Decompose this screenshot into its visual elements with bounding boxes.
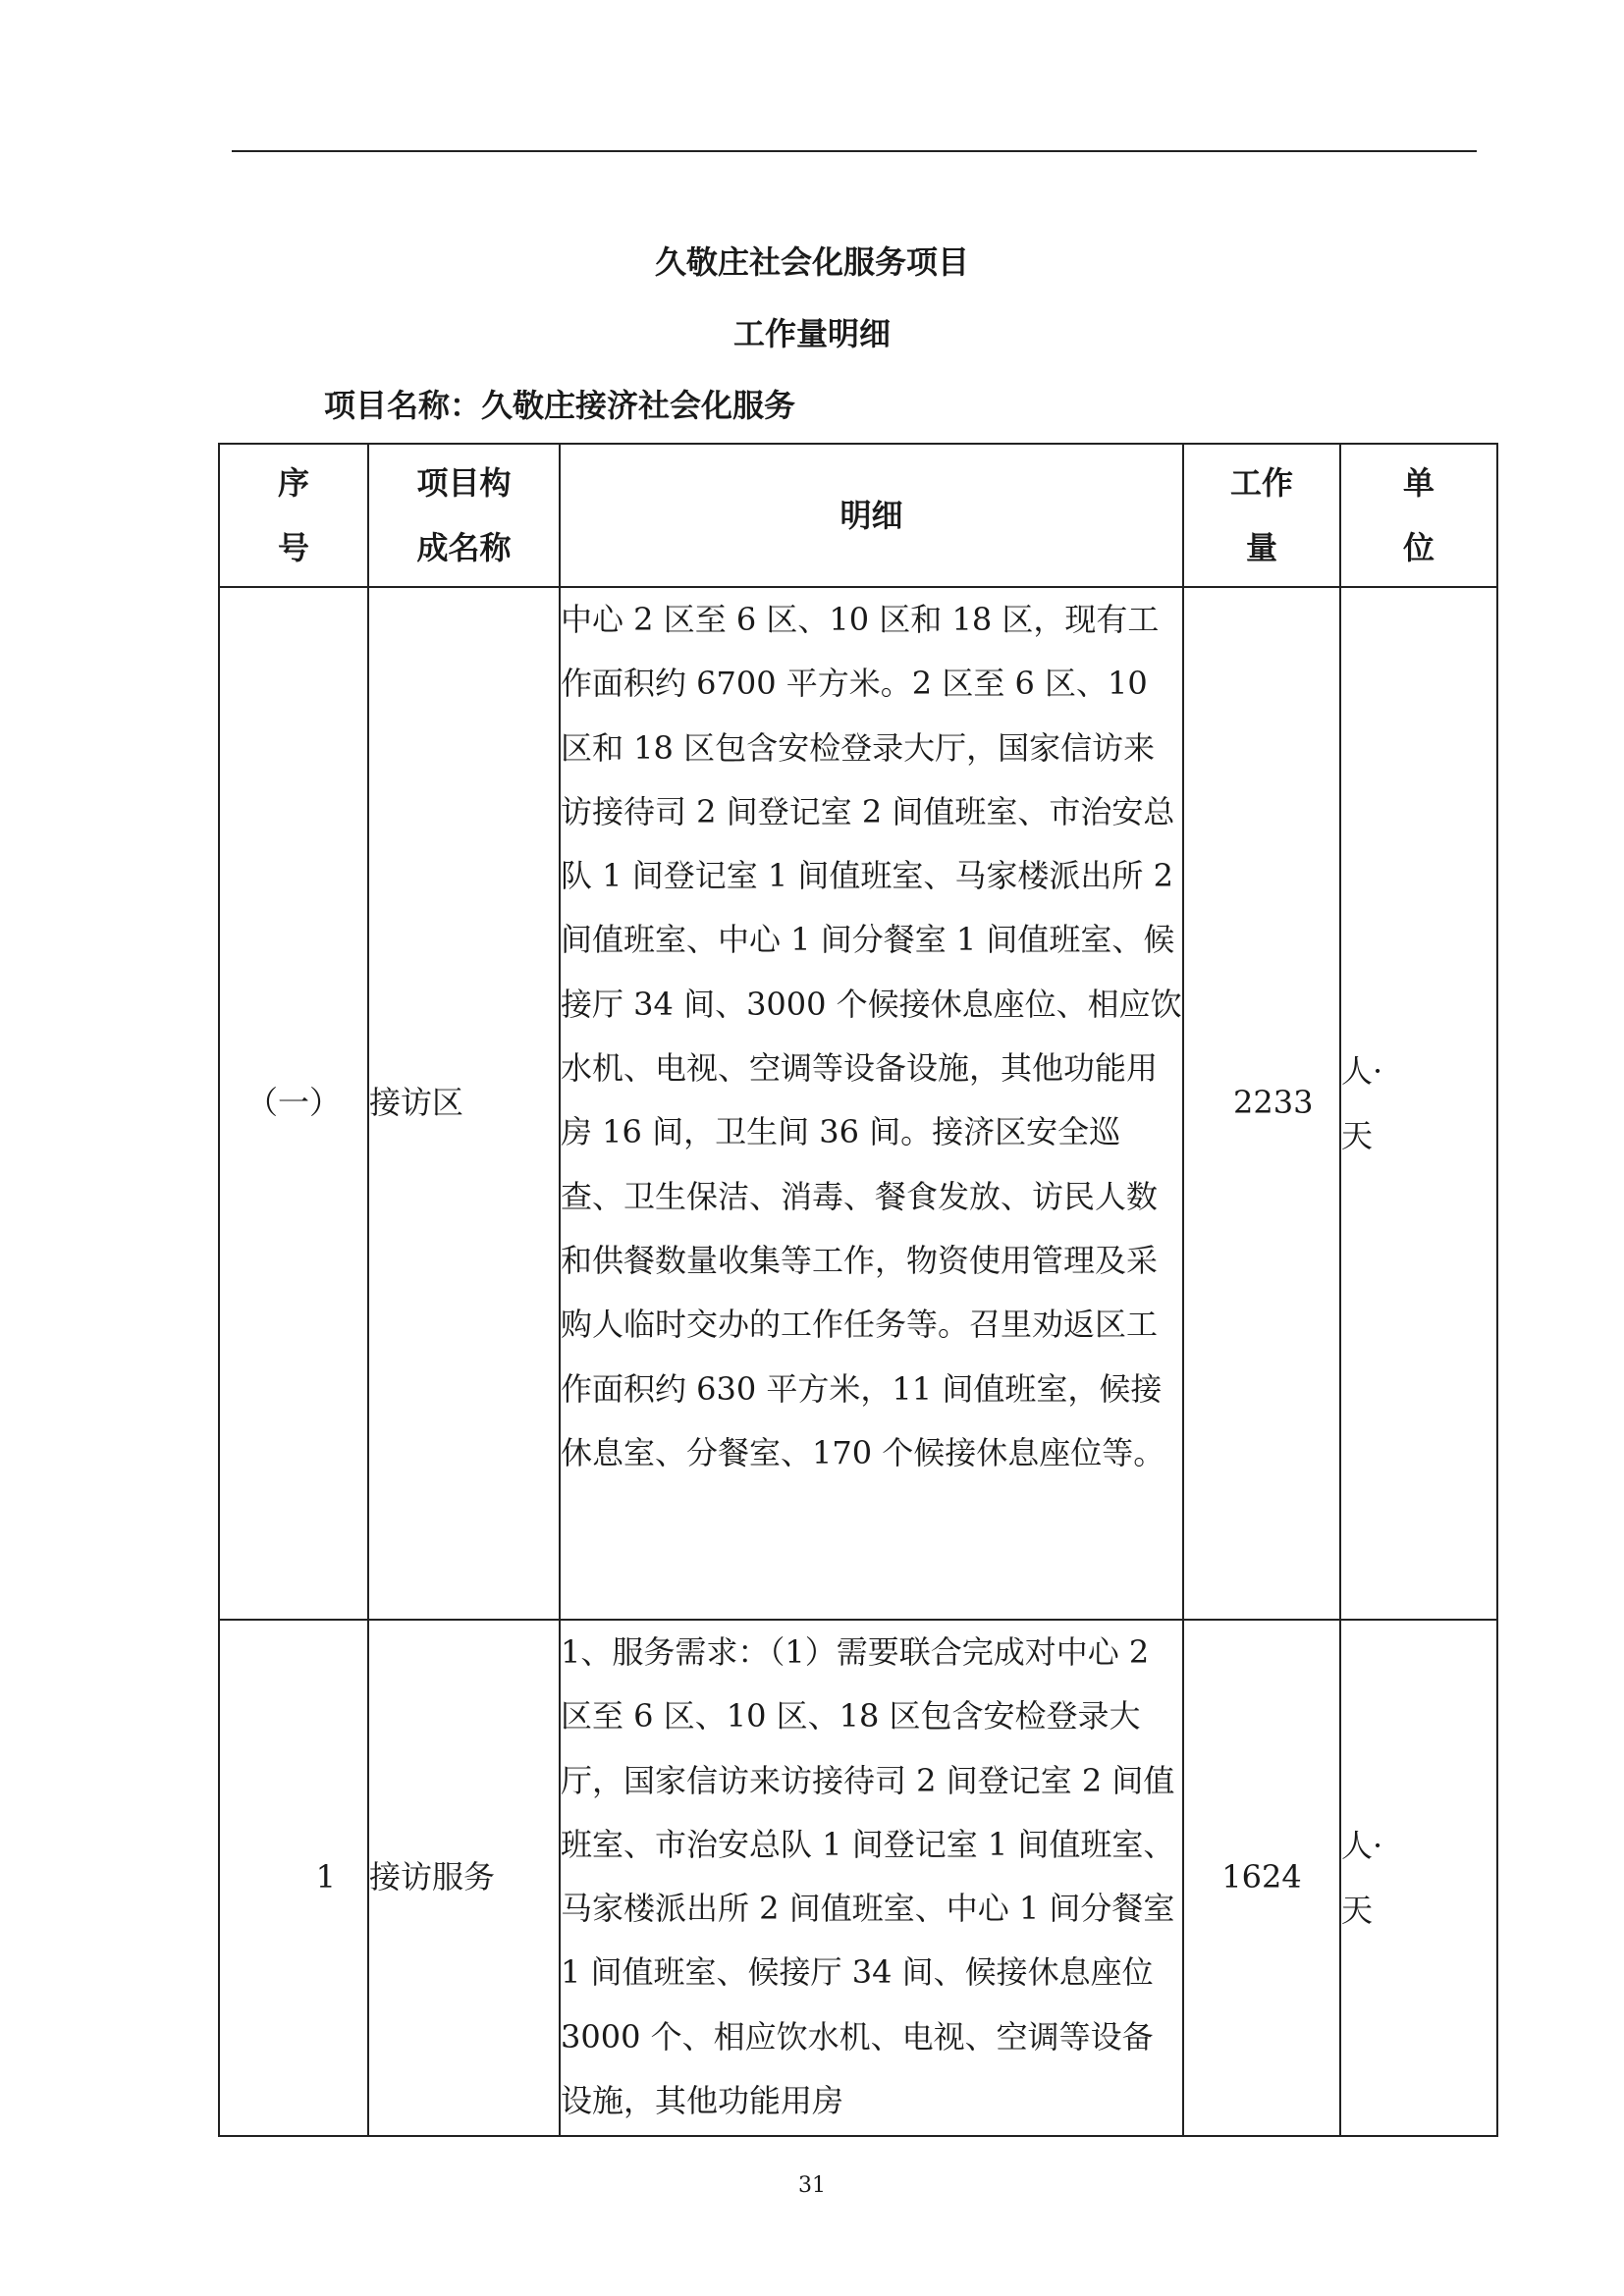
row-seq: 1: [219, 1620, 368, 2136]
header-seq-line2: 号: [277, 529, 309, 566]
workload-table: [218, 443, 1498, 2137]
row-unit-line1: 人·: [1341, 1052, 1383, 1090]
header-qty: [1183, 444, 1340, 587]
row-unit-line2: 天: [1341, 1117, 1374, 1154]
row-unit: [1340, 1620, 1497, 2136]
row-qty: 1624: [1183, 1620, 1340, 2136]
header-unit-line2: 位: [1402, 529, 1435, 566]
row-unit-line1: 人·: [1341, 1827, 1383, 1864]
document-subtitle: 工作量明细: [732, 315, 891, 352]
row-detail: 1、服务需求：（1）需要联合完成对中心 2 区至 6 区、10 区、18 区包含安检登录大厅，国家信访来访接待司 2 间登记室 2 间值班室、市治安总队 1 间登记室 1 间值班室、马家楼派出所 2 间值班室、中心 1 间分餐室 1 间值班室、候接厅 34 间、候接休息座位 3000 个、相应饮水机、电视、空调等设备设施，其他功能用房: [560, 1620, 1183, 2136]
header-unit: [1340, 444, 1497, 587]
header-name: [368, 444, 560, 587]
header-unit-line1: 单: [1402, 464, 1435, 502]
header-name-line2: 成名称: [416, 529, 512, 566]
page-number: 31: [798, 2173, 826, 2198]
table-row: [219, 587, 1497, 1620]
header-qty-line2: 量: [1245, 529, 1277, 566]
table-row: [219, 1620, 1497, 2136]
row-name: 接访服务: [368, 1620, 560, 2136]
header-seq-line1: 序: [277, 464, 309, 502]
header-detail: 明细: [560, 444, 1183, 587]
row-seq: （一）: [219, 587, 368, 1620]
row-qty: [1183, 587, 1340, 1620]
row-qty-value: 2233: [1233, 1084, 1314, 1122]
row-unit: [1340, 587, 1497, 1620]
row-detail: 中心 2 区至 6 区、10 区和 18 区，现有工作面积约 6700 平方米。2 区至 6 区、10 区和 18 区包含安检登录大厅，国家信访来访接待司 2 间登记室 2 间值班室、市治安总队 1 间登记室 1 间值班室、马家楼派出所 2 间值班室、中心 1 间分餐室 1 间值班室、候接厅 34 间、3000 个候接休息座位、相应饮水机、电视、空调等设备设施，其他功能用房 16 间，卫生间 36 间。接济区安全巡查、卫生保洁、消毒、餐食发放、访民人数和供餐数量收集等工作，物资使用管理及采购人临时交办的工作任务等。召里劝返区工作面积约 630 平方米，11 间值班室，候接休息室、分餐室、170 个候接休息座位等。: [560, 587, 1183, 1620]
table-header-row: [219, 444, 1497, 587]
row-unit-line2: 天: [1341, 1892, 1374, 1929]
header-name-line1: 项目构: [416, 464, 512, 502]
header-seq: [219, 444, 368, 587]
header-rule: [232, 150, 1477, 152]
document-title: 久敬庄社会化服务项目: [654, 243, 969, 281]
header-qty-line1: 工作: [1229, 464, 1293, 502]
project-name: 项目名称：久敬庄接济社会化服务: [324, 387, 796, 424]
row-name: 接访区: [368, 587, 560, 1620]
